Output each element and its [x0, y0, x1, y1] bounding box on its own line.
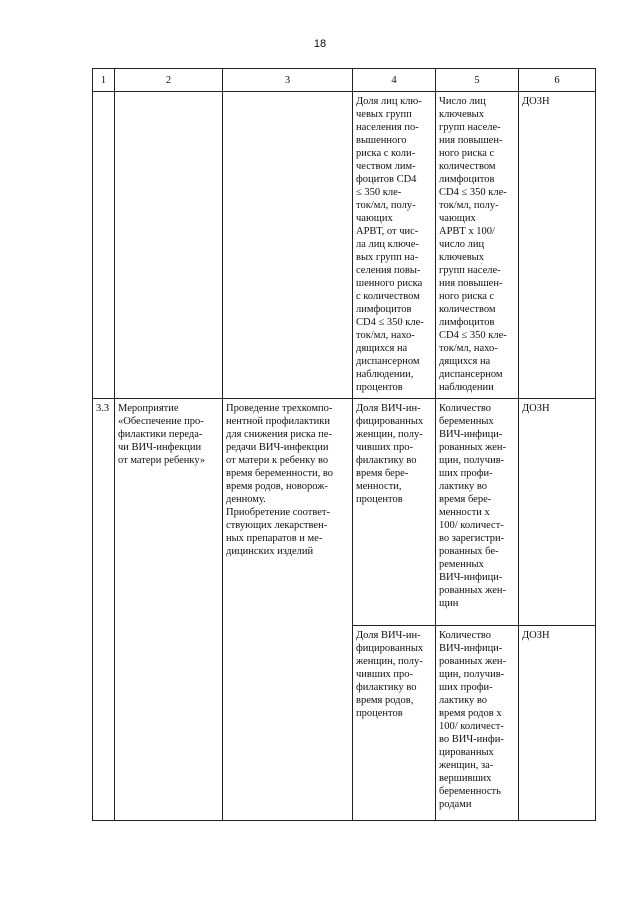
header-cell: 1 [93, 69, 115, 92]
measure-description-cell [223, 92, 353, 399]
indicator-cell: Доля ВИЧ-ин- фицированных женщин, полу- чивших про- филактику во время бере- менности, процентов [353, 399, 436, 626]
measure-name-cell: Мероприятие «Обеспечение про- филактики переда- чи ВИЧ-инфекции от матери ребенку» [115, 399, 223, 821]
header-cell: 4 [353, 69, 436, 92]
row-number-cell: 3.3 [93, 399, 115, 821]
measure-description-cell: Проведение трехкомпо- нентной профилактики для снижения риска пе- редачи ВИЧ-инфекции от матери к ребенку во время беременности, во время родов, новорож- денному. Приобретение соответ- ствующих лекарствен- ных препаратов и ме- дицинских изделий [223, 399, 353, 821]
row-number-cell [93, 92, 115, 399]
header-cell: 6 [519, 69, 596, 92]
formula-cell: Число лиц ключевых групп населе- ния повышен- ного риска с количеством лимфоцитов CD4 ≤ 350 кле- ток/мл, полу- чающих АРВТ x 100/ число лиц ключевых групп населе- ния повышен- ного риска с количеством лимфоцитов CD4 ≤ 350 кле- ток/мл, нахо- дящихся на диспансерном наблюдении [436, 92, 519, 399]
table-row [93, 92, 596, 399]
indicator-cell: Доля ВИЧ-ин- фицированных женщин, полу- чивших про- филактику во время родов, процентов [353, 626, 436, 821]
table-row [93, 399, 596, 626]
header-cell: 2 [115, 69, 223, 92]
responsible-cell: ДОЗН [519, 399, 596, 626]
page-number: 18 [313, 38, 327, 50]
header-cell: 5 [436, 69, 519, 92]
formula-cell: Количество ВИЧ-инфици- рованных жен- щин, получив- ших профи- лактику во время родов x 100/ количест- во ВИЧ-инфи- цированных женщин, за- вершивших беременность родами [436, 626, 519, 821]
formula-cell: Количество беременных ВИЧ-инфици- рованных жен- щин, получив- ших профи- лактику во время бере- менности x 100/ количест- во зарегистри- рованных бе- ременных ВИЧ-инфици- рованных жен- щин [436, 399, 519, 626]
table-header-row [93, 69, 596, 92]
measures-table [92, 68, 596, 821]
measure-name-cell [115, 92, 223, 399]
responsible-cell: ДОЗН [519, 626, 596, 821]
indicator-cell: Доля лиц клю- чевых групп населения по- вышенного риска с коли- чеством лим- фоцитов CD4 ≤ 350 кле- ток/мл, полу- чающих АРВТ, от чис- ла лиц ключе- вых групп на- селения повы- шенного риска с количеством лимфоцитов CD4 ≤ 350 кле- ток/мл, нахо- дящихся на диспансерном наблюдении, процентов [353, 92, 436, 399]
responsible-cell: ДОЗН [519, 92, 596, 399]
header-cell: 3 [223, 69, 353, 92]
